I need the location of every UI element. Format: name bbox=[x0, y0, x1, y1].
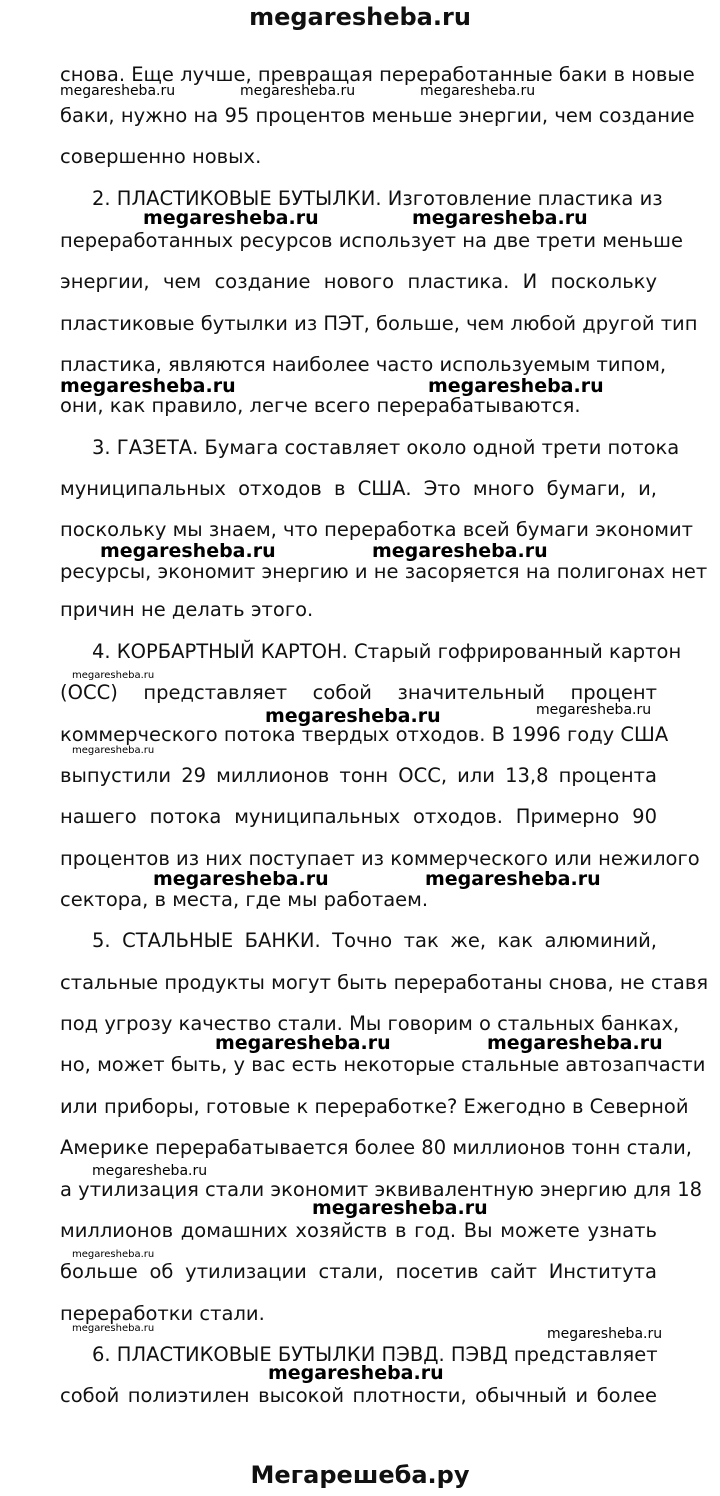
text-line: 6. ПЛАСТИКОВЫЕ БУТЫЛКИ ПЭВД. ПЭВД представляет bbox=[92, 1343, 658, 1366]
text-line: 4. КОРБАРТНЫЙ КАРТОН. Старый гофрированный картон bbox=[92, 640, 682, 663]
text-line: переработанных ресурсов использует на две трети меньше bbox=[60, 229, 684, 252]
text-line: (OCC) представляет собой значительный процент bbox=[60, 681, 657, 704]
watermark: megaresheba.ru bbox=[72, 670, 155, 681]
watermark: megaresheba.ru bbox=[412, 207, 588, 229]
watermark: megaresheba.ru bbox=[425, 868, 601, 890]
watermark: megaresheba.ru bbox=[372, 540, 548, 562]
text-line: стальные продукты могут быть переработаны снова, не ставя bbox=[60, 971, 709, 994]
text-line: ресурсы, экономит энергию и не засоряется на полигонах нет bbox=[60, 560, 708, 583]
text-line: больше об утилизации стали, посетив сайт Института bbox=[60, 1260, 657, 1283]
text-line: миллионов домашних хозяйств в год. Вы можете узнать bbox=[60, 1219, 657, 1242]
text-line: 5. СТАЛЬНЫЕ БАНКИ. Точно так же, как алюминий, bbox=[92, 929, 657, 952]
watermark: megaresheba.ru bbox=[92, 1163, 208, 1179]
text-line: но, может быть, у вас есть некоторые стальные автозапчасти bbox=[60, 1053, 706, 1076]
watermark: megaresheba.ru bbox=[72, 1249, 155, 1260]
text-line: выпустили 29 миллионов тонн OCC, или 13,8 процента bbox=[60, 764, 657, 787]
text-line: энергии, чем создание нового пластика. И поскольку bbox=[60, 270, 657, 293]
site-footer: Мегарешеба.ру bbox=[250, 1461, 470, 1489]
text-line: переработки стали. bbox=[60, 1302, 265, 1325]
text-line: баки, нужно на 95 процентов меньше энергии, чем создание bbox=[60, 104, 695, 127]
watermark: megaresheba.ru bbox=[420, 83, 536, 99]
watermark: megaresheba.ru bbox=[60, 375, 236, 397]
watermark: megaresheba.ru bbox=[215, 1032, 391, 1054]
text-line: они, как правило, легче всего перерабатываются. bbox=[60, 394, 581, 417]
text-line: совершенно новых. bbox=[60, 145, 262, 168]
text-line: Америке перерабатывается более 80 миллионов тонн стали, bbox=[60, 1136, 692, 1159]
watermark: megaresheba.ru bbox=[268, 1362, 444, 1384]
watermark: megaresheba.ru bbox=[428, 375, 604, 397]
text-line: пластика, являются наиболее часто используемым типом, bbox=[60, 353, 667, 376]
text-line: процентов из них поступает из коммерческого или нежилого bbox=[60, 847, 700, 870]
text-line: коммерческого потока твердых отходов. В 1996 году США bbox=[60, 723, 669, 746]
text-line: пластиковые бутылки из ПЭТ, больше, чем любой другой тип bbox=[60, 312, 698, 335]
watermark: megaresheba.ru bbox=[60, 83, 176, 99]
watermark: megaresheba.ru bbox=[265, 705, 441, 727]
watermark: megaresheba.ru bbox=[240, 83, 356, 99]
watermark: megaresheba.ru bbox=[153, 868, 329, 890]
site-header: megaresheba.ru bbox=[249, 3, 471, 31]
text-line: сектора, в места, где мы работаем. bbox=[60, 888, 429, 911]
text-line: 2. ПЛАСТИКОВЫЕ БУТЫЛКИ. Изготовление пластика из bbox=[92, 187, 663, 210]
watermark: megaresheba.ru bbox=[100, 540, 276, 562]
text-line: поскольку мы знаем, что переработка всей бумаги экономит bbox=[60, 518, 694, 541]
text-line: снова. Еще лучше, превращая переработанные баки в новые bbox=[60, 63, 695, 86]
text-line: 3. ГАЗЕТА. Бумага составляет около одной трети потока bbox=[92, 436, 680, 459]
watermark: megaresheba.ru bbox=[312, 1197, 488, 1219]
watermark: megaresheba.ru bbox=[143, 207, 319, 229]
watermark: megaresheba.ru bbox=[72, 745, 155, 756]
text-line: муниципальных отходов в США. Это много бумаги, и, bbox=[60, 477, 657, 500]
text-line: нашего потока муниципальных отходов. Примерно 90 bbox=[60, 805, 657, 828]
text-line: причин не делать этого. bbox=[60, 598, 314, 621]
text-line: собой полиэтилен высокой плотности, обычный и более bbox=[60, 1384, 657, 1407]
watermark: megaresheba.ru bbox=[536, 702, 652, 718]
text-line: или приборы, готовые к переработке? Ежегодно в Северной bbox=[60, 1095, 689, 1118]
watermark: megaresheba.ru bbox=[72, 1323, 155, 1334]
text-line: а утилизация стали экономит эквивалентную энергию для 18 bbox=[60, 1178, 703, 1201]
watermark: megaresheba.ru bbox=[487, 1032, 663, 1054]
watermark: megaresheba.ru bbox=[547, 1326, 663, 1342]
text-line: под угрозу качество стали. Мы говорим о стальных банках, bbox=[60, 1012, 680, 1035]
